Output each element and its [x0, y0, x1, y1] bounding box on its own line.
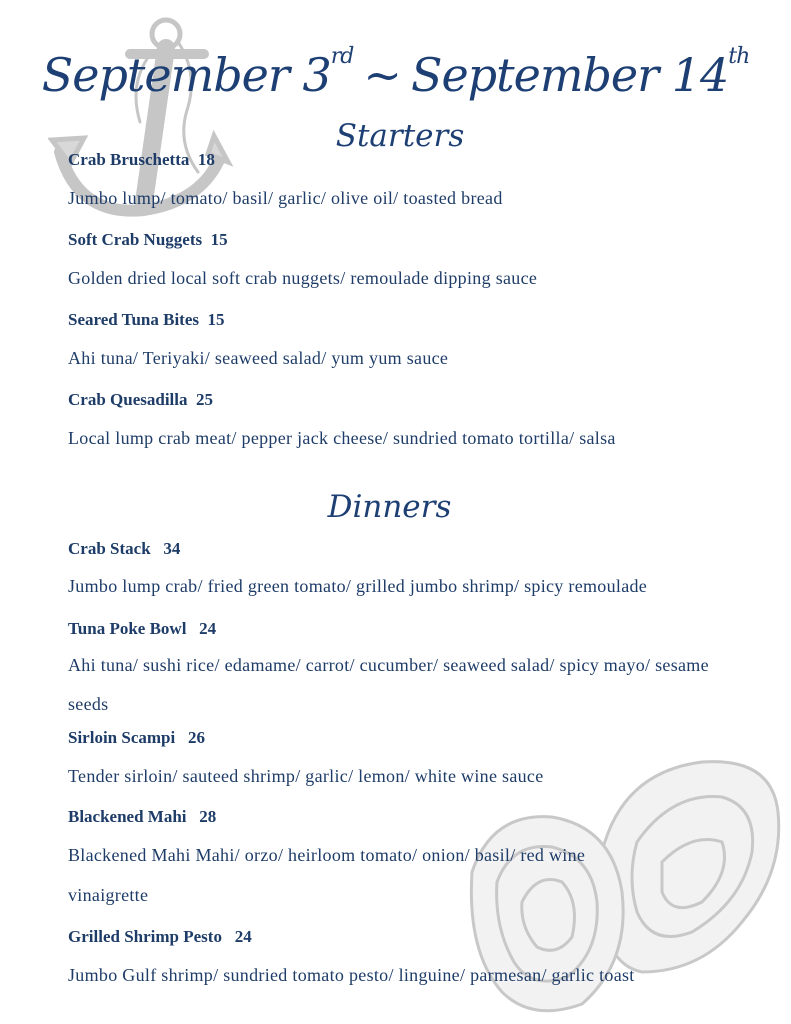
starter-item-name: Crab Quesadilla 25: [68, 390, 213, 409]
dinner-item-name: Grilled Shrimp Pesto 24: [68, 927, 252, 946]
title-end-date: September 14: [410, 48, 729, 102]
starter-item-description: Ahi tuna/ Teriyaki/ seaweed salad/ yum yum sauce: [68, 348, 449, 368]
title-start-date: September 3: [41, 48, 331, 102]
dinner-item-name: Sirloin Scampi 26: [68, 728, 205, 747]
starter-item-description: Jumbo lump/ tomato/ basil/ garlic/ olive oil/ toasted bread: [68, 188, 503, 208]
title-start-suffix: rd: [330, 44, 354, 69]
dinner-item-name: Tuna Poke Bowl 24: [68, 619, 217, 638]
starter-item-name: Seared Tuna Bites 15: [68, 310, 225, 329]
title-separator: ~: [363, 48, 401, 102]
dinner-item-description: Jumbo Gulf shrimp/ sundried tomato pesto/ linguine/ parmesan/ garlic toast: [68, 965, 635, 985]
starter-item-description: Local lump crab meat/ pepper jack cheese/ sundried tomato tortilla/ salsa: [68, 428, 616, 448]
dinner-item-description: Tender sirloin/ sauteed shrimp/ garlic/ lemon/ white wine sauce: [68, 766, 544, 786]
menu-date-range-title: [0, 44, 791, 102]
dinner-item-description: Ahi tuna/ sushi rice/ edamame/ carrot/ cucumber/ seaweed salad/ spicy mayo/ sesame seeds: [68, 655, 709, 714]
dinners-heading: Dinners: [327, 489, 452, 525]
starter-item-name: Soft Crab Nuggets 15: [68, 230, 228, 249]
starter-item-description: Golden dried local soft crab nuggets/ remoulade dipping sauce: [68, 268, 538, 288]
dinner-item-name: Crab Stack 34: [68, 539, 181, 558]
starters-heading: Starters: [335, 118, 465, 154]
dinner-item-description: Blackened Mahi Mahi/ orzo/ heirloom tomato/ onion/ basil/ red wine vinaigrette: [68, 845, 586, 905]
starter-item-name: Crab Bruschetta 18: [68, 150, 215, 169]
dinner-item-description: Jumbo lump crab/ fried green tomato/ grilled jumbo shrimp/ spicy remoulade: [68, 576, 648, 596]
dinner-item-name: Blackened Mahi 28: [68, 807, 217, 826]
title-end-suffix: th: [728, 44, 750, 69]
